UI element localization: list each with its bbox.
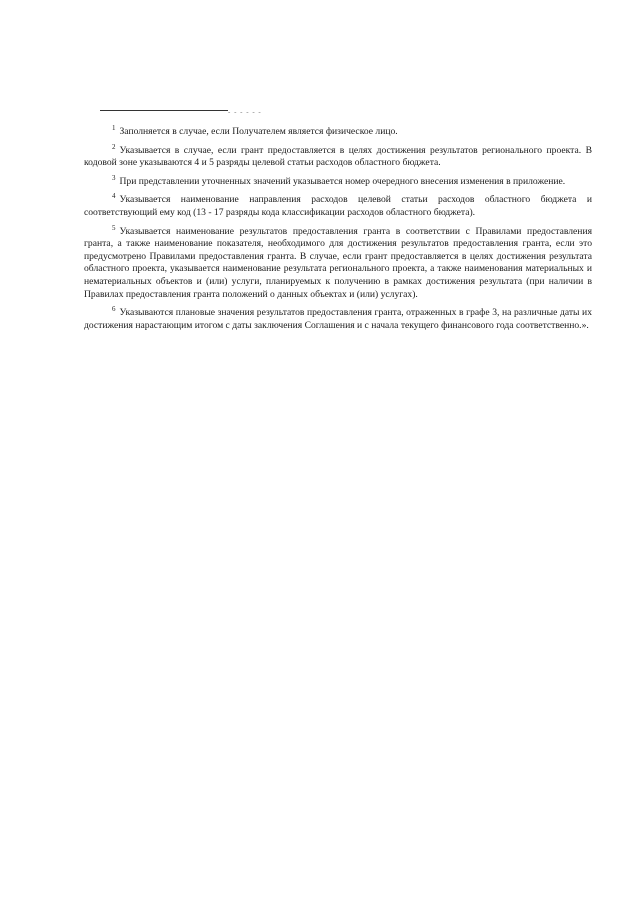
footnote-6 bbox=[84, 303, 592, 332]
footnote-5 bbox=[84, 222, 592, 302]
footnote-text: При представлении уточненных значений указывается номер очередного внесения изменения в приложение. bbox=[119, 175, 566, 187]
footnote-text: Указывается в случае, если грант предоставляется в целях достижения результатов регионального проекта. В кодовой зоне указываются 4 и 5 разряды целевой статьи расходов областного бюджета. bbox=[84, 144, 592, 169]
footnote-separator-tail: - - - - - - bbox=[228, 108, 262, 116]
footnote-text: Указывается наименование направления расходов целевой статьи расходов областного бюджета и соответствующий ему код (13 - 17 разряды кода классификации расходов областного бюджета). bbox=[84, 194, 592, 218]
footnote-text: Указывается наименование результатов предоставления гранта в соответствии с Правилами предоставления гранта, а также наименование показателя, необходимого для достижения результатов предоставления гранта, если это предусмотрено Правилами предоставления гранта. В случае, если грант предоставляется в целях достижения результата областного проекта, указывается наименование результата регионального проекта, а также наименования материальных и нематериальных объектов и (или) услуги, планируемых к получению в рамках достижения результата (при наличии в Правилах предоставления гранта положений о данных объектах и (или) услугах). bbox=[84, 225, 592, 300]
footnote-number: 5 bbox=[112, 223, 116, 232]
footnote-number: 6 bbox=[112, 305, 116, 314]
footnotes-block bbox=[84, 122, 592, 334]
footnote-text: Заполняется в случае, если Получателем является физическое лицо. bbox=[119, 126, 398, 137]
footnote-number: 2 bbox=[112, 142, 116, 151]
footnote-2 bbox=[84, 141, 592, 170]
footnote-number: 1 bbox=[112, 124, 116, 132]
footnote-number: 4 bbox=[112, 192, 116, 201]
footnote-1 bbox=[84, 122, 592, 139]
footnote-separator bbox=[100, 110, 228, 111]
footnote-text: Указываются плановые значения результатов предоставления гранта, отраженных в графе 3, на различные даты их достижения нарастающим итогом с даты заключения Соглашения и с начала текущего финансового года соответственно.». bbox=[84, 307, 592, 331]
footnote-number: 3 bbox=[112, 173, 116, 182]
footnote-4 bbox=[84, 190, 592, 219]
footnote-3 bbox=[84, 172, 592, 189]
